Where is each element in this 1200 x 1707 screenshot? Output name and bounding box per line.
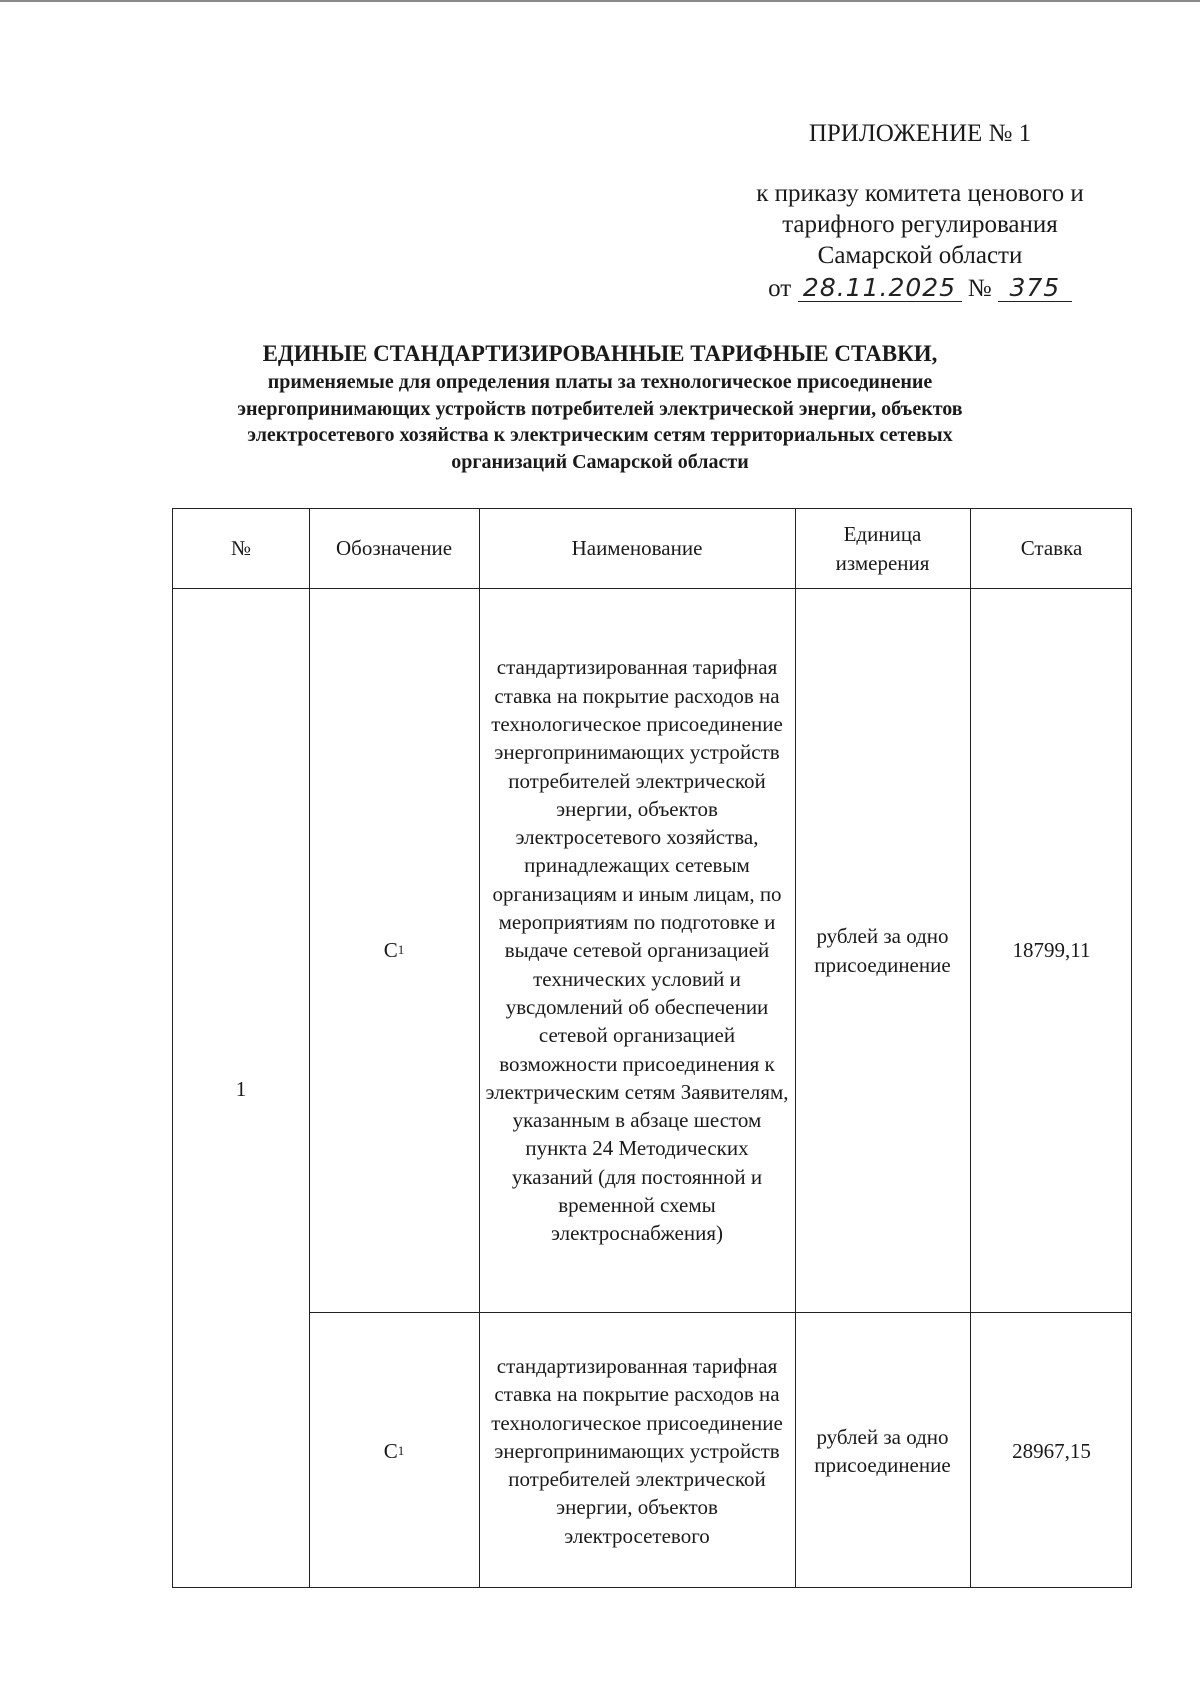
heading-sub-line-2: энергопринимающих устройств потребителей электрической энергии, объектов (237, 397, 963, 420)
header-number: № (230, 536, 252, 561)
appendix-block (690, 118, 1150, 304)
heading-sub-line-1: применяемые для определения платы за технологическое присоединение (267, 371, 933, 393)
number-label: № (967, 275, 992, 302)
appendix-order-line-2: тарифного регулирования (782, 211, 1058, 238)
order-date-number-line (690, 273, 1150, 304)
row-2-name-text: стандартизированная тарифная ставка на покрытие расходов на технологическое присоединение энергопринимающих устройств потребителей электрической энергии, объектов электросетевого (491, 1353, 783, 1548)
header-designation: Обозначение (335, 536, 453, 561)
row-1-name-text: стандартизированная тарифная ставка на покрытие расходов на технологическое присоединение энергопринимающих устройств потребителей электрической энергии, объектов электросетевого хозяйства, принадлежащих сетевым организациям и иным лицам, по мероприятиям по подготовке и выдаче сетевой организацией технических условий и увсдомлений об обеспечении сетевой организацией возможности присоединения к электрическим сетям Заявителям, указанным в абзаце шестом пункта 24 Методических указаний (для постоянной и временной схемы электроснабжения) (485, 655, 789, 1246)
row-1-unit: рублей за одно присоединение (814, 924, 951, 977)
heading-sub-line-4: организаций Самарской области (451, 450, 749, 473)
header-rate: Ставка (1020, 536, 1083, 561)
header-name: Наименование (571, 536, 703, 561)
row-1-designation-base: C (383, 938, 398, 963)
handwritten-date: 28.11.2025 (798, 274, 962, 302)
scan-top-edge (0, 0, 1200, 2)
row-1-name (479, 589, 795, 1312)
tariff-table (172, 508, 1132, 1588)
row-1-rate: 18799,11 (1012, 938, 1091, 963)
document-heading (150, 338, 1050, 475)
row-2-unit: рублей за одно присоединение (814, 1424, 951, 1477)
row-2-designation (309, 1313, 479, 1589)
row-2-rate: 28967,15 (1012, 1438, 1091, 1463)
header-unit: Единица измерения (835, 522, 930, 575)
appendix-title: ПРИЛОЖЕНИЕ № 1 (808, 120, 1032, 147)
heading-sub-line-3: электросетевого хозяйства к электрическим сетям территориальных сетевых (247, 424, 953, 446)
appendix-order-line-1: к приказу комитета ценового и (756, 180, 1084, 207)
row-1-designation (309, 589, 479, 1312)
handwritten-number: 375 (998, 274, 1072, 302)
row-2-designation-base: C (383, 1438, 398, 1463)
row-1-designation-index: 1 (397, 942, 405, 958)
from-prefix: от (768, 275, 792, 302)
appendix-order-line-3: Самарской области (817, 242, 1023, 269)
heading-main: ЕДИНЫЕ СТАНДАРТИЗИРОВАННЫЕ ТАРИФНЫЕ СТАВКИ, (262, 341, 938, 366)
row-2-name (479, 1313, 795, 1589)
row-2-designation-index: 1 (397, 1442, 405, 1458)
group-number: 1 (235, 1076, 247, 1101)
